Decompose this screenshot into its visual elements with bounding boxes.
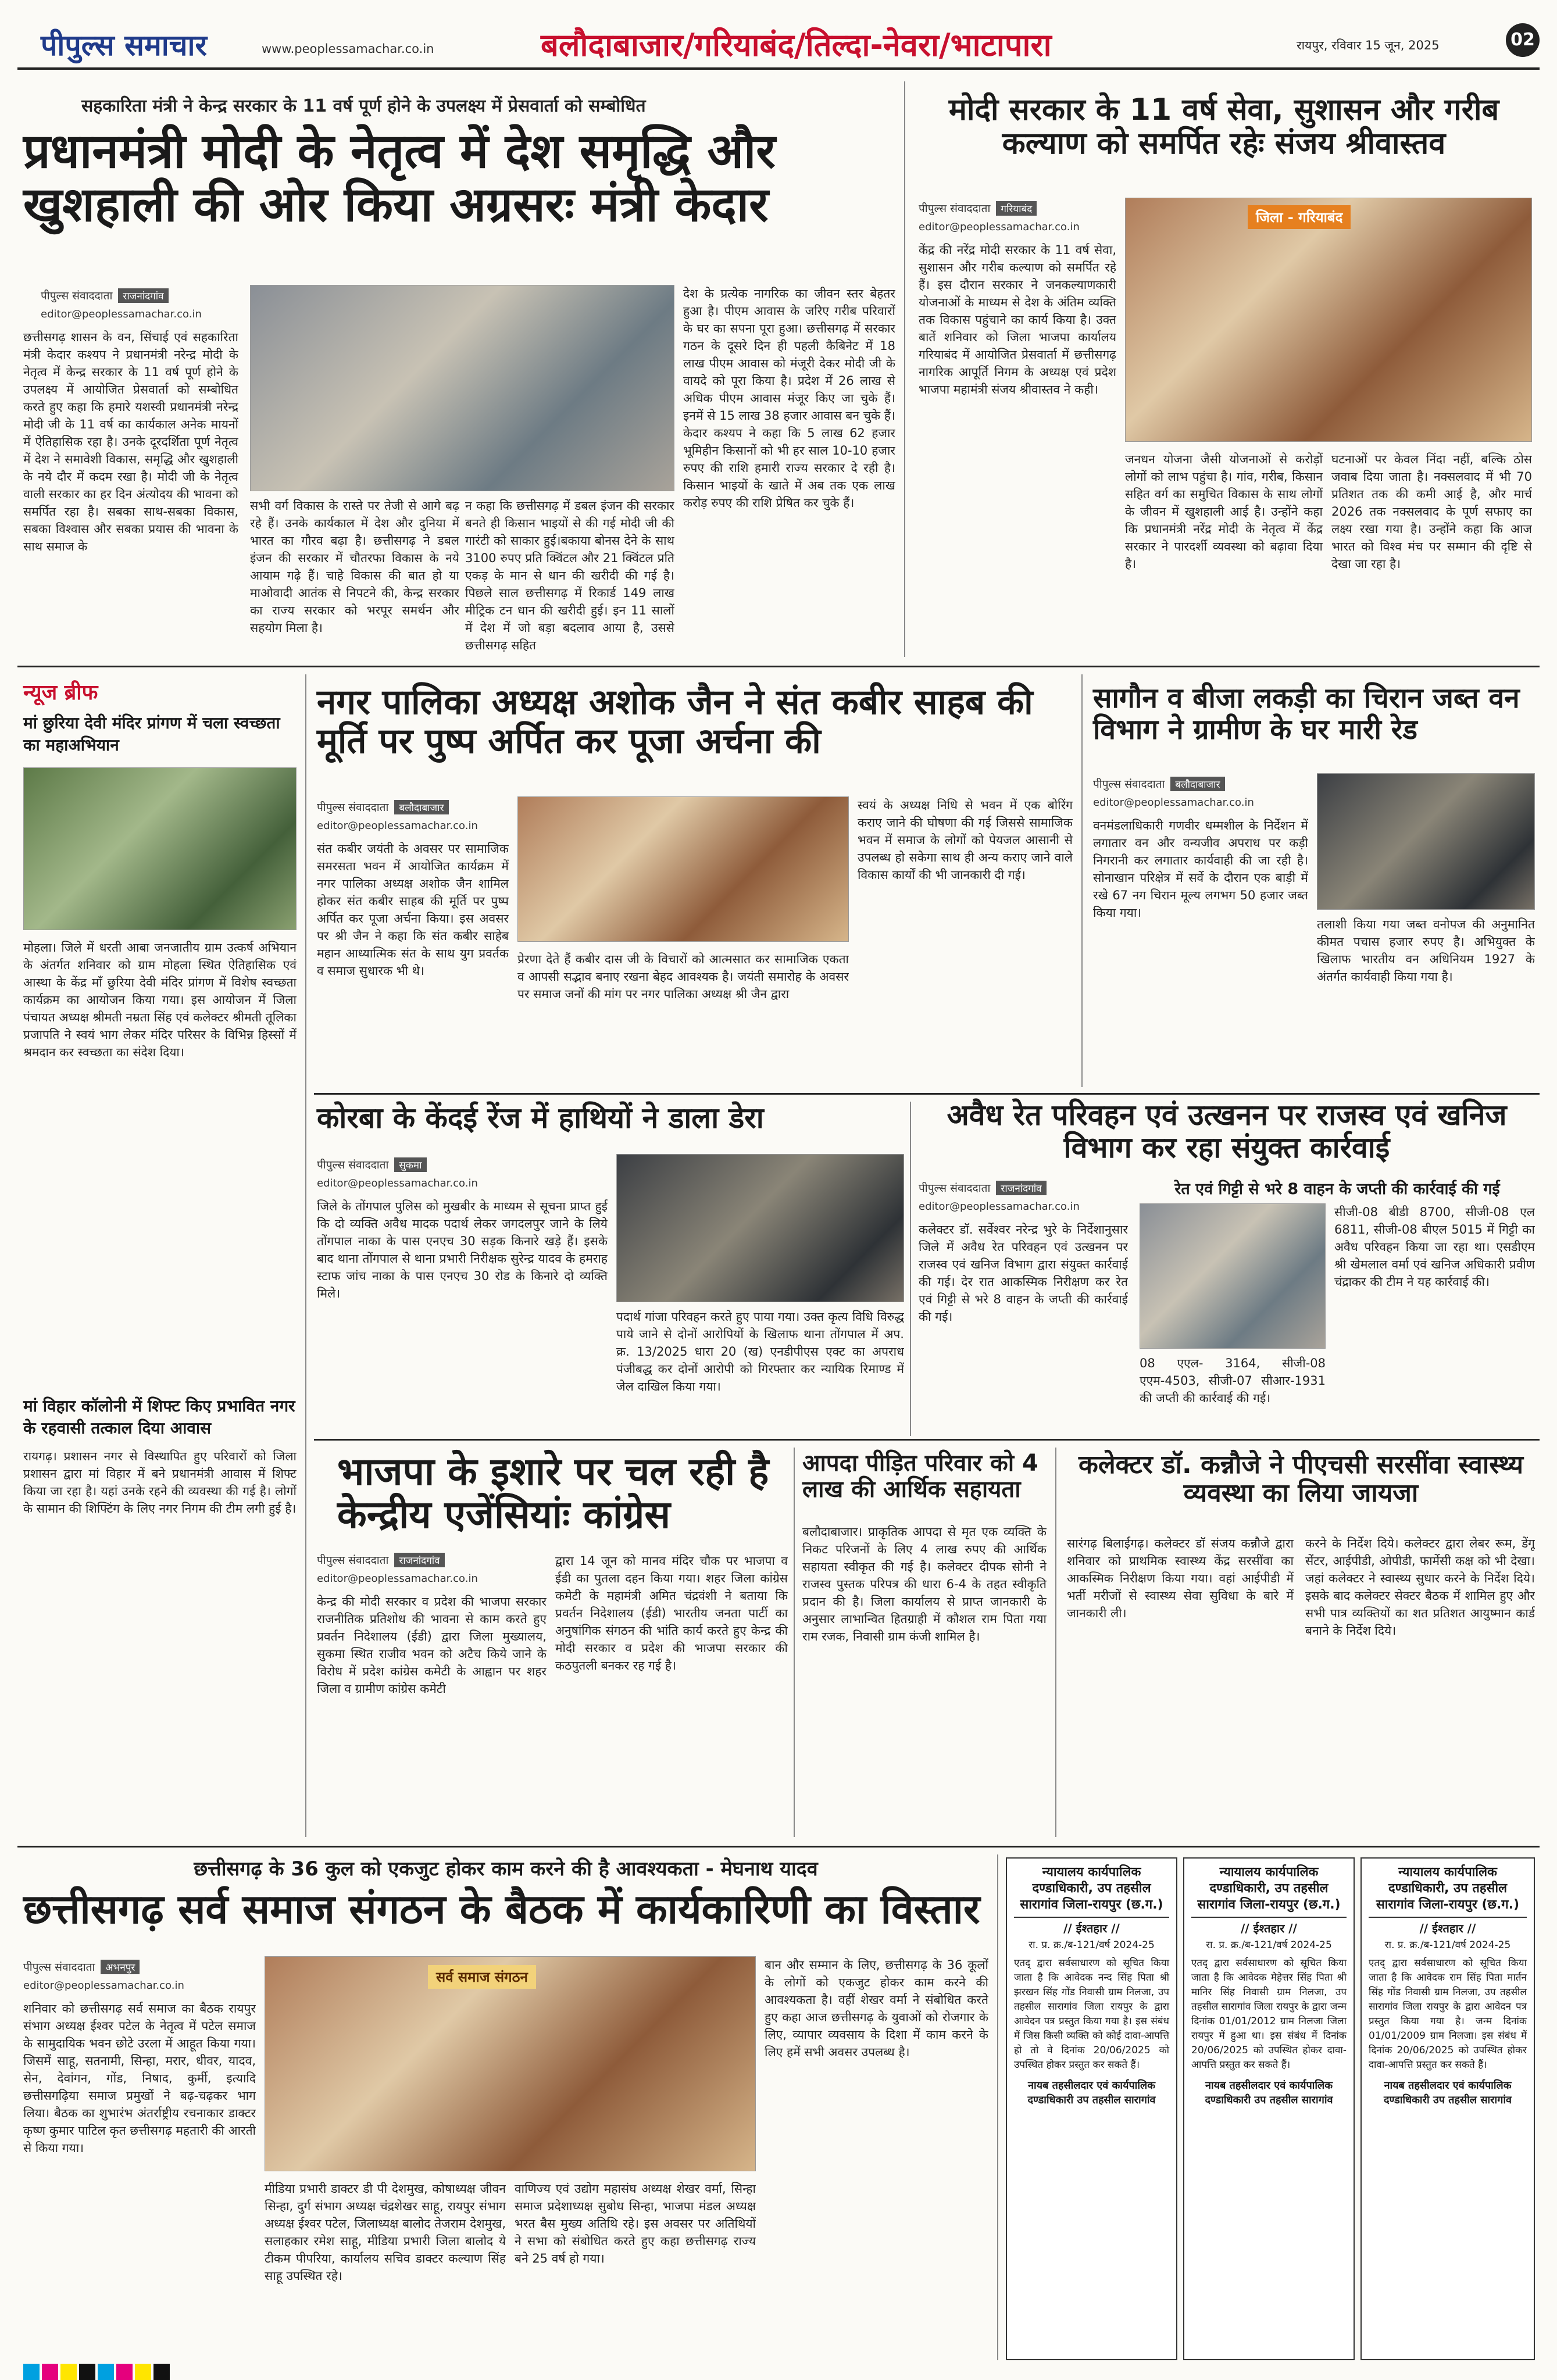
region-title: बलौदाबाजार/गरियाबंद/तिल्दा-नेवरा/भाटापारा xyxy=(541,27,1052,63)
photo-caption: 08 एएल- 3164, सीजी-08 एएम-4503, सीजी-07 सीआर-1931 की जप्ती की कार्रवाई की गई। xyxy=(1140,1356,1326,1405)
notice-title: न्यायालय कार्यपालिक दण्डाधिकारी, उप तहसील सारागांव जिला-रायपुर (छ.ग.) xyxy=(1014,1864,1169,1918)
story-kicker: छत्तीसगढ़ के 36 कुल को एकजुट होकर काम करने की है आवश्यकता - मेघनाथ यादव xyxy=(194,1857,818,1881)
masthead xyxy=(17,12,1540,70)
story-byline xyxy=(317,1157,515,1172)
story-kicker: रेत एवं गिट्टी से भरे 8 वाहन के जप्ती की कार्रवाई की गई xyxy=(1174,1180,1500,1198)
story-headline: सागौन व बीजा लकड़ी का चिरान जब्त वन विभाग ने ग्रामीण के घर मारी रेड xyxy=(1093,682,1520,746)
story-email: editor@peoplessamachar.co.in xyxy=(317,820,478,832)
brief-text: रायगढ़। प्रशासन नगर से विस्थापित हुए परिवारों को जिला प्रशासन द्वारा मां विहार में बने प्रधानमंत्री आवास में शिफ्ट किया जा रहा है। यहां उनके रहने की व्यवस्था की गई है। लोगों के सामान की शिफ्टिंग के लिए नगर निगम की टीम लगी हुई है। xyxy=(23,1449,297,1516)
section-divider xyxy=(17,1846,1540,1847)
story-email: editor@peoplessamachar.co.in xyxy=(23,1979,184,1992)
story-text-col2: करने के निर्देश दिये। कलेक्टर द्वारा लेबर रूम, डेंगू सेंटर, आईपीडी, ओपीडी, फार्मेसी कक्ष को भी देखा। जहां कलेक्टर ने स्वास्थ्य सुधार करने के निर्देश दिये। इसके बाद कलेक्टर सेक्टर बैठक में शामिल हुए और सभी पात्र व्यक्तियों का शत प्रतिशत आयुष्मान कार्ड बनाने के निर्देश दिये। xyxy=(1305,1536,1535,1638)
notice-body: एतद् द्वारा सर्वसाधारण को सूचित किया जाता है कि आवेदक नन्द सिंह पिता श्री झरखन सिंह गोंड निवासी ग्राम निलजा, उप तहसील सारागांव जिला रायपुर के द्वारा आवेदन पत्र प्रस्तुत किया गया है। इस संबंध में जिस किसी व्यक्ति को कोई दावा-आपत्ति हो तो वे दिनांक 20/06/2025 को उपस्थित होकर प्रस्तुत कर सकते हैं। xyxy=(1014,1957,1169,2071)
notice-body: एतद् द्वारा सर्वसाधारण को सूचित किया जाता है कि आवेदक राम सिंह पिता मार्तन सिंह गोंड निवासी ग्राम निलजा, उप तहसील सारागांव जिला रायपुर के द्वारा आवेदन पत्र प्रस्तुत किया गया है। जन्म दिनांक 01/01/2009 ग्राम निलजा। इस संबंध में दिनांक 20/06/2025 को उपस्थित होकर दावा-आपत्ति प्रस्तुत कर सकते हैं। xyxy=(1369,1957,1527,2071)
byline-place: बलौदाबाजार xyxy=(1170,777,1224,791)
story-text-col1: शनिवार को छत्तीसगढ़ सर्व समाज का बैठक रायपुर संभाग अध्यक्ष ईश्वर पटेल के नेतृत्व में पटेल समाज के सामुदायिक भवन छोटे उरला में आहूत किया गया।जिसमें साहू, सतनामी, सिन्हा, मरार, धीवर, यादव, सेन, देवांगन, गोंड, निषाद, कुर्मी, इत्यादि छत्तीसगढ़िया समाज प्रमुखों ने बढ़-चढ़कर भाग लिया। बैठक का शुभारंभ अंतर्राष्ट्रीय रचनाकार डाक्टर कृष्ण कुमार पाटिल कृत छत्तीसगढ़ महतारी की आरती से किया गया। xyxy=(23,2002,256,2155)
story-byline xyxy=(919,1180,1128,1195)
notice-body: एतद् द्वारा सर्वसाधारण को सूचित किया जाता है कि आवेदक मेहेत्तर सिंह पिता श्री मानिर सिंह निवासी ग्राम निलजा, उप तहसील सारागांव जिला रायपुर के द्वारा जन्म दिनांक 01/01/2012 ग्राम निलजा जिला रायपुर में हुआ था। इस संबंध में दिनांक 20/06/2025 को उपस्थित होकर दावा-आपत्ति प्रस्तुत कर सकते हैं। xyxy=(1191,1957,1347,2071)
brief-headline: मां छुरिया देवी मंदिर प्रांगण में चला स्वच्छता का महाअभियान xyxy=(23,713,280,755)
byline-place: सुकमा xyxy=(394,1157,426,1172)
story-text-col1: केन्द्र की मोदी सरकार व प्रदेश की भाजपा सरकार राजनीतिक प्रतिशोध की भावना से काम करते हुए प्रवर्तन निदेशालय (ईडी) द्वारा जिला मुख्यालय, सुकमा स्थित राजीव भवन को अटैच किये जाने के विरोध में प्रदेश कांग्रेस कमेटी के आह्वान पर शहर जिला व ग्रामीण कांग्रेस कमेटी xyxy=(317,1595,547,1696)
column-divider xyxy=(1055,1448,1056,1837)
story-text-col2: जनधन योजना जैसी योजनाओं से करोड़ों लोगों को लाभ पहुंचा है। गांव, गरीब, किसान सहित वर्ग का समुचित विकास के साथ लोगों के जीवन में खुशहाली आई है। उन्होंने कहा कि प्रधानमंत्री नरेंद्र मोदी के नेतृत्व में केंद्र सरकार ने पारदर्शी व्यवस्था को बढ़ावा दिया है। xyxy=(1125,452,1323,571)
story-text-col2: पदार्थ गांजा परिवहन करते हुए पाया गया। उक्त कृत्य विधि विरुद्ध पाये जाने से दोनों आरोपियों के खिलाफ थाना तोंगपाल में अप. क्र. 13/2025 धारा 20 (ख) एनडीपीएस एक्ट का अपराध पंजीबद्ध कर दोनों आरोपी को गिरफ्तार कर न्यायिक रिमाण्ड में जेल दाखिल किया गया। xyxy=(616,1310,904,1393)
notice-signature: नायब तहसीलदार एवं कार्यपालिक दण्डाधिकारी उप तहसील सारागांव xyxy=(1383,2079,1512,2106)
story-email: editor@peoplessamachar.co.in xyxy=(919,1200,1080,1213)
story-headline: भाजपा के इशारे पर चल रही है केन्द्रीय एजेंसियांः कांग्रेस xyxy=(337,1449,769,1537)
dateline: रायपुर, रविवार 15 जून, 2025 xyxy=(1297,38,1440,52)
bjp-press-photo xyxy=(1125,198,1532,442)
story-byline xyxy=(41,288,238,303)
byline-name: पीपुल्स संवाददाता xyxy=(1093,778,1165,791)
story-headline: कलेक्टर डॉ. कन्नौजे ने पीएचसी सरसींवा स्वास्थ्य व्यवस्था का लिया जायजा xyxy=(1079,1450,1523,1509)
notice-ref: रा. प्र. क्र./ब-121/वर्ष 2024-25 xyxy=(1384,1939,1511,1951)
story-headline: नगर पालिका अध्यक्ष अशोक जैन ने संत कबीर साहब की मूर्ति पर पुष्प अर्पित कर पूजा अर्चना की xyxy=(317,682,1033,762)
section-divider xyxy=(314,1093,1540,1095)
seized-truck-photo xyxy=(1140,1203,1326,1349)
column-divider xyxy=(910,1102,911,1436)
notice-label: // ईश्तहार // xyxy=(1419,1921,1476,1935)
story-email: editor@peoplessamachar.co.in xyxy=(919,221,1080,233)
section-divider xyxy=(314,1439,1540,1441)
byline-name: पीपुल्स संवाददाता xyxy=(919,202,991,215)
notice-label: // ईश्तहार // xyxy=(1063,1921,1120,1935)
story-text-col3: न कहा कि छत्तीसगढ़ में डबल इंजन की सरकार बनते ही किसान भाइयों से की गई मोदी जी की गारंटी को साकार हुई।बकाया बोनस देने के साथ 3100 रुपए प्रति क्विंटल और 21 क्विंटल प्रति एकड़ के मान से धान की खरीदी की गई है। पिछले साल छत्तीसगढ़ में रिकार्ड 149 लाख मीट्रिक टन धान की खरीदी हुई। इन 11 सालों में देश में जो बड़ा बदलाव आया है, उससे छत्तीसगढ़ सहित xyxy=(465,499,674,652)
byline-name: पीपुल्स संवाददाता xyxy=(23,1961,95,1974)
byline-place: राजनांदगांव xyxy=(118,288,168,303)
byline-place: बलौदाबाजार xyxy=(394,800,448,814)
byline-name: पीपुल्स संवाददाता xyxy=(317,801,389,814)
story-email: editor@peoplessamachar.co.in xyxy=(41,308,202,320)
byline-place: अभनपुर xyxy=(101,1960,140,1974)
story-kicker: सहकारिता मंत्री ने केन्द्र सरकार के 11 वर्ष पूर्ण होने के उपलक्ष्य में प्रेसवार्ता को सम्बोधित xyxy=(81,96,646,116)
story-text-col3: वाणिज्य एवं उद्योग महासंघ अध्यक्ष शेखर वर्मा, सिन्हा समाज प्रदेशाध्यक्ष सुबोध सिन्हा, भाजपा मंडल अध्यक्ष भरत बैस मुख्य अतिथि रहे। इस अवसर पर अतिथियों ने सभा को संबोधित करते हुए कहा छत्तीसगढ़ राज्य बने 25 वर्ष हो गया। xyxy=(515,2182,756,2265)
story-text-col4: देश के प्रत्येक नागरिक का जीवन स्तर बेहतर हुआ है। पीएम आवास के जरिए गरीब परिवारों के घर का सपना पूरा हुआ। छत्तीसगढ़ में सरकार गठन के दूसरे दिन ही पहली कैबिनेट में 18 लाख पीएम आवास को मंजूरी देकर मोदी जी के वायदे को पूरा किया है। प्रदेश में 26 लाख से अधिक पीएम आवास मंजूर किए जा चुके हैं। इनमें से 15 लाख 38 हजार आवास बन चुके हैं। केदार कश्यप ने कहा कि 5 लाख 62 हजार भूमिहीन किसानों को भी हर साल 10-10 हजार रुपए की राशि हमारी राज्य सरकार दे रही है। किसान भाइयों के खाते में अब तक एक लाख करोड़ रुपए की राशि प्रेषित कर चुके हैं। xyxy=(683,287,895,510)
story-headline: कोरबा के केंदई रेंज में हाथियों ने डाला डेरा xyxy=(317,1101,764,1135)
cleanliness-drive-photo xyxy=(23,767,297,930)
byline-name: पीपुल्स संवाददाता xyxy=(317,1554,389,1567)
column-divider xyxy=(305,674,306,1837)
story-byline xyxy=(919,201,1105,216)
legal-notice xyxy=(1360,1857,1535,2360)
story-text-col2: मीडिया प्रभारी डाक्टर डी पी देशमुख, कोषाध्यक्ष जीवन सिन्हा, दुर्ग संभाग अध्यक्ष चंद्रशेखर साहू, रायपुर संभाग अध्यक्ष ईश्वर पटेल, जिलाध्यक्ष बालोद तेजराम देशमुख, सलाहकार रमेश साहू, मीडिया प्रभारी जिला बालोद ये टीकम पीपरिया, कार्यालय सचिव डाक्टर कल्याण सिंह साहू उपस्थित रहे। xyxy=(265,2182,506,2283)
story-text-col1: छत्तीसगढ़ शासन के वन, सिंचाई एवं सहकारिता मंत्री केदार कश्यप ने प्रधानमंत्री नरेन्द्र मोदी के नेतृत्व में केन्द्र सरकार के 11 वर्ष पूर्ण होने के उपलक्ष्य में आयोजित प्रेसवार्ता को सम्बोधित करते हुए कहा कि हमारे यशस्वी प्रधानमंत्री नरेन्द्र मोदी जी के 11 वर्ष का कार्यकाल अनेक मायनों में ऐतिहासिक रहा है। उनके दूरदर्शिता पूर्ण नेतृत्व में देश ने समावेशी विकास, समृद्धि और खुशहाली के नये दौर में कदम रखा है। मोदी जी के नेतृत्व वाली सरकार का हर दिन अंत्योदय की भावना को समर्पित रहा है। सबका साथ-सबका विकास, सबका विश्वास और सबका प्रयास की भावना के साथ समाज के xyxy=(23,330,238,553)
column-divider xyxy=(997,1854,998,2360)
byline-place: गरियाबंद xyxy=(996,201,1037,216)
story-email: editor@peoplessamachar.co.in xyxy=(317,1177,478,1189)
kabir-jayanti-photo xyxy=(517,796,849,942)
story-text-col1: कलेक्टर डॉ. सर्वेश्वर नरेन्द्र भुरे के निर्देशानुसार जिले में अवैध रेत परिवहन एवं उत्खनन पर राजस्व एवं खनिज विभाग द्वारा संयुक्त कार्रवाई की गई। देर रात आकस्मिक निरीक्षण कर रेत एवं गिट्टी से भरे 8 वाहन के जप्ती की कार्रवाई की गई। xyxy=(919,1223,1128,1324)
story-byline xyxy=(23,1959,256,1974)
story-email: editor@peoplessamachar.co.in xyxy=(317,1573,478,1585)
story-text-col2: सभी वर्ग विकास के रास्ते पर तेजी से आगे बढ़ रहे हैं। उनके कार्यकाल में देश और दुनिया में भारत का गौरव बढ़ा है। छत्तीसगढ़ ने डबल इंजन की सरकार में चौतरफा विकास के नये आयाम गढ़े हैं। चाहे विकास की बात हो या माओवादी आतंक से निपटने की, केन्द्र सरकार का राज्य सरकार को भरपूर समर्थन और सहयोग मिला है। xyxy=(250,499,459,635)
byline-name: पीपुल्स संवाददाता xyxy=(41,290,113,302)
legal-notice xyxy=(1183,1857,1355,2360)
byline-place: राजनांदगांव xyxy=(996,1181,1046,1195)
story-text-col3: स्वयं के अध्यक्ष निधि से भवन में एक बोरिंग कराए जाने की घोषणा की गई जिससे सामाजिक भवन में समाज के लोगों को पेयजल आसानी से उपलब्ध हो सकेगा साथ ही अन्य कराए जाने वाले विकास कार्यों की भी जानकारी दी गई। xyxy=(858,798,1073,882)
byline-place: राजनांदगांव xyxy=(394,1553,444,1567)
story-text-col2: तलाशी किया गया जब्त वनोपज की अनुमानित कीमत पचास हजार रुपए है। अभियुक्त के खिलाफ भारतीय वन अधिनियम 1927 के अंतर्गत कार्यवाही किया गया है। xyxy=(1317,917,1535,984)
notice-label: // ईश्तहार // xyxy=(1241,1921,1297,1935)
legal-notice xyxy=(1006,1857,1177,2360)
byline-name: पीपुल्स संवाददाता xyxy=(919,1182,991,1195)
page-number: 02 xyxy=(1506,23,1540,57)
story-headline: आपदा पीड़ित परिवार को 4 लाख की आर्थिक सहायता xyxy=(802,1450,1038,1503)
brief-headline: मां विहार कॉलोनी में शिफ्ट किए प्रभावित नगर के रहवासी तत्काल दिया आवास xyxy=(23,1396,295,1438)
story-text-col1: जिले के तोंगपाल पुलिस को मुखबीर के माध्यम से सूचना प्राप्त हुई कि दो व्यक्ति अवैध मादक पदार्थ लेकर जगदलपुर जाने के लिये तोंगपाल नाका के पास एनएच 30 सड़क किनारे खड़े हैं। इसके बाद थाना तोंगपाल से थाना प्रभारी निरीक्षक सुरेन्द्र यादव के हमराह स्टाफ जांच नाका के पास एनएच 30 रोड के किनारे दो व्यक्ति मिले। xyxy=(317,1199,608,1300)
story-headline: प्रधानमंत्री मोदी के नेतृत्व में देश समृद्धि और खुशहाली की ओर किया अग्रसरः मंत्री केदार xyxy=(23,124,776,233)
column-divider xyxy=(794,1448,795,1837)
newspaper-url: www.peoplessamachar.co.in xyxy=(262,42,434,56)
printer-color-strip xyxy=(23,2364,1535,2380)
story-text-col3: घटनाओं पर केवल निंदा नहीं, बल्कि ठोस जवाब दिया जाता है। नक्सलवाद में भी 70 प्रतिशत तक की कमी आई है, और मार्च 2026 तक नक्सलवाद के पूर्ण सफाए का लक्ष्य रखा गया है। उन्होंने कहा कि आज भारत को विश्व मंच पर सम्मान की दृष्टि से देखा जा रहा है। xyxy=(1331,452,1532,571)
arrest-photo xyxy=(616,1154,904,1302)
story-byline xyxy=(317,799,515,814)
news-brief-label: न्यूज ब्रीफ xyxy=(23,681,98,705)
story-text-col2: द्वारा 14 जून को मानव मंदिर चौक पर भाजपा व ईडी का पुतला दहन किया गया। शहर जिला कांग्रेस कमेटी के महामंत्री अमित चंद्रवंशी ने बताया कि प्रवर्तन निदेशालय (ईडी) भारतीय जनता पार्टी का अनुषांगिक संगठन की भांति कार्य करते हुए केन्द्र की मोदी सरकार व प्रदेश की भाजपा सरकार की कठपुतली बनकर रह गई है। xyxy=(555,1554,788,1673)
notice-title: न्यायालय कार्यपालिक दण्डाधिकारी, उप तहसील सारागांव जिला-रायपुर (छ.ग.) xyxy=(1369,1864,1527,1918)
story-text: बलौदाबाजार। प्राकृतिक आपदा से मृत एक व्यक्ति के निकट परिजनों के लिए 4 लाख रुपए की आर्थिक सहायता स्वीकृत की गई है। कलेक्टर दीपक सोनी ने राजस्व पुस्तक परिपत्र की धारा 6-4 के तहत स्वीकृति प्रदान की है। जिला कार्यालय से प्राप्त जानकारी के अनुसार लाभान्वित हितग्राही में कौशल राम पिता गया राम रजक, निवासी ग्राम कंजी शामिल है। xyxy=(802,1525,1047,1643)
story-email: editor@peoplessamachar.co.in xyxy=(1093,796,1254,809)
story-byline xyxy=(1093,776,1291,791)
notice-title: न्यायालय कार्यपालिक दण्डाधिकारी, उप तहसील सारागांव जिला-रायपुर (छ.ग.) xyxy=(1191,1864,1347,1918)
section-divider xyxy=(17,666,1540,667)
photo-banner: जिला - गरियाबंद xyxy=(1248,205,1351,229)
story-text-col1: सारंगढ़ बिलाईगढ़। कलेक्टर डॉ संजय कन्नौजे द्वारा शनिवार को प्राथमिक स्वास्थ्य केंद्र सरसींवा का आकस्मिक निरीक्षण किया गया। वहां आईपीडी में भर्ती मरीजों से स्वास्थ्य सेवा सुविधा के बारे में जानकारी ली। xyxy=(1067,1536,1294,1620)
story-text-col1: वनमंडलाधिकारी गणवीर धम्मशील के निर्देशन में लगातार वन और वन्यजीव अपराध पर कड़ी निगरानी कर लगातार कार्यवाही की जा रही है। सोनाखान परिक्षेत्र में सर्वे के दौरान एक बाड़ी में रखे 67 नग चिरान मूल्य लगभग 50 हजार जब्त किया गया। xyxy=(1093,819,1308,920)
notice-signature: नायब तहसीलदार एवं कार्यपालिक दण्डाधिकारी उप तहसील सारागांव xyxy=(1027,2079,1156,2106)
notice-ref: रा. प्र. क्र./ब-121/वर्ष 2024-25 xyxy=(1029,1939,1155,1951)
notice-ref: रा. प्र. क्र./ब-121/वर्ष 2024-25 xyxy=(1206,1939,1332,1951)
samaj-meeting-photo xyxy=(265,1956,756,2171)
timber-seizure-photo xyxy=(1317,773,1535,910)
story-headline: छत्तीसगढ़ सर्व समाज संगठन के बैठक में कार्यकारिणी का विस्तार xyxy=(23,1885,980,1933)
story-byline xyxy=(317,1552,526,1567)
story-text-col2: प्रेरणा देते हैं कबीर दास जी के विचारों को आत्मसात कर सामाजिक एकता व आपसी सद्भाव बनाए रखना बेहद आवश्यक है। जयंती समारोह के अवसर पर समाज जनों की मांग पर नगर पालिका अध्यक्ष श्री जैन द्वारा xyxy=(517,952,849,1001)
story-headline: मोदी सरकार के 11 वर्ष सेवा, सुशासन और गरीब कल्याण को समर्पित रहेः संजय श्रीवास्तव xyxy=(948,92,1499,162)
byline-name: पीपुल्स संवाददाता xyxy=(317,1159,389,1171)
story-text-col4: बान और सम्मान के लिए, छत्तीसगढ़ के 36 कूलों के लोगों को एकजुट होकर काम करने की आवश्यकता है। वहीं शेखर वर्मा ने संबोधित करते हुए कहा आज छत्तीसगढ़ के युवाओं को रोजगार के लिए, व्यापार व्यवसाय के दिशा में काम करने के लिए हमें सभी अवसर उपलब्ध है। xyxy=(765,1958,988,2059)
press-conference-photo xyxy=(250,285,674,491)
story-text-col2: सीजी-08 बीडी 8700, सीजी-08 एल 6811, सीजी-08 बीएल 5015 में गिट्टी का अवैध परिवहन किया जा रहा था। एसडीएम श्री खेमलाल वर्मा एवं खनिज अधिकारी प्रवीण चंद्राकर की टीम ने यह कार्रवाई की। xyxy=(1334,1205,1535,1289)
notice-signature: नायब तहसीलदार एवं कार्यपालिक दण्डाधिकारी उप तहसील सारागांव xyxy=(1205,2079,1333,2106)
story-text-col1: केंद्र की नरेंद्र मोदी सरकार के 11 वर्ष सेवा, सुशासन और गरीब कल्याण को समर्पित रहे हैं। इस दौरान सरकार ने जनकल्याणकारी योजनाओं के माध्यम से देश के अंतिम व्यक्ति तक विकास पहुंचाने का कार्य किया है। उक्त बातें शनिवार को जिला भाजपा कार्यालय गरियाबंद में आयोजित प्रेसवार्ता में छत्तीसगढ़ नागरिक आपूर्ति निगम के अध्यक्ष एवं प्रदेश भाजपा महामंत्री संजय श्रीवास्तव ने कही। xyxy=(919,243,1116,396)
story-headline: अवैध रेत परिवहन एवं उत्खनन पर राजस्व एवं खनिज विभाग कर रहा संयुक्त कार्रवाई xyxy=(947,1098,1507,1164)
photo-banner: सर्व समाज संगठन xyxy=(428,1965,536,1989)
column-divider xyxy=(904,81,905,657)
story-text-col1: संत कबीर जयंती के अवसर पर सामाजिक समरसता भवन में आयोजित कार्यक्रम में नगर पालिका अध्यक्ष अशोक जैन शामिल होकर संत कबीर साहब की मूर्ति पर पुष्प अर्पित कर पूजा अर्चना किया। इस अवसर पर श्री जैन ने कहा कि संत कबीर साहेब महान आध्यात्मिक संत के साथ युग प्रवर्तक व समाज सुधारक भी थे। xyxy=(317,842,509,978)
column-divider xyxy=(1081,674,1083,1087)
brief-text: मोहला। जिले में धरती आबा जनजातीय ग्राम उत्कर्ष अभियान के अंतर्गत शनिवार को ग्राम मोहला स्थित ऐतिहासिक एवं आस्था के केंद्र माँ छुरिया देवी मंदिर प्रांगण में विशेष स्वच्छता कार्यक्रम का आयोजन किया गया। इस आयोजन में जिला पंचायत अध्यक्ष श्रीमती नम्रता सिंह एवं कलेक्टर श्रीमती तूलिका प्रजापति ने स्वयं भाग लेकर मंदिर परिसर के विभिन्न हिस्सों में श्रमदान कर स्वच्छता का संदेश दिया। xyxy=(23,941,297,1059)
newspaper-logo: पीपुल्स समाचार xyxy=(41,28,207,62)
